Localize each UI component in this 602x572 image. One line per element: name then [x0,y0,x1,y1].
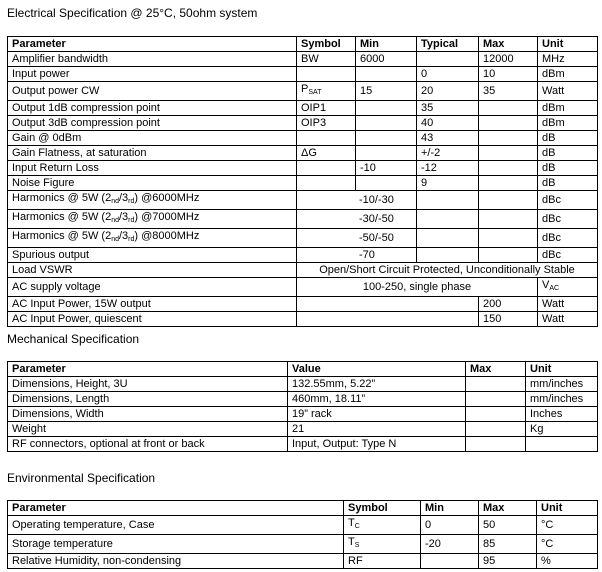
param-cell: Output 1dB compression point [8,101,297,116]
empty-cell [297,312,479,327]
min-cell: 0 [421,516,479,535]
param-cell: Storage temperature [8,535,344,554]
table-row [8,297,598,312]
environmental-heading: Environmental Specification [7,471,156,485]
max-cell [466,407,526,422]
symbol-cell: OIP3 [297,116,356,131]
harmonics-subscript: nd [111,236,119,243]
harmonics-subscript: rd [128,198,135,205]
value-cell: 460mm, 18.11” [288,392,466,407]
param-cell: Gain Flatness, at saturation [8,146,297,161]
unit-cell [538,278,598,297]
harmonics-text: ) @6000MHz [134,192,200,204]
table-row [8,176,598,191]
param-cell: AC supply voltage [8,278,297,297]
table-row [8,437,598,452]
harmonics-text: /3 [118,230,129,242]
typical-cell [417,52,479,67]
unit-cell: mm/inches [526,392,598,407]
harmonics-subscript: rd [128,217,135,224]
min-cell [356,131,417,146]
header-cell: Symbol [344,501,421,516]
value-cell: Open/Short Circuit Protected, Unconditionally Stable [297,263,598,278]
symbol-cell [297,67,356,82]
table-row [8,422,598,437]
header-cell: Max [479,37,538,52]
typical-cell: 20 [417,82,479,101]
max-cell: 35 [479,82,538,101]
table-row [8,392,598,407]
param-cell: Operating temperature, Case [8,516,344,535]
typical-cell [417,248,479,263]
unit-cell: % [537,554,598,569]
max-cell [466,392,526,407]
symbol-cell [297,131,356,146]
typical-cell: 9 [417,176,479,191]
header-cell: Min [421,501,479,516]
typical-cell: -12 [417,161,479,176]
value-cell: 21 [288,422,466,437]
value-cell: -70 [297,248,417,263]
table-row [8,407,598,422]
max-cell: 95 [479,554,537,569]
value-cell: 100-250, single phase [297,278,538,297]
min-cell [356,146,417,161]
typical-cell: 35 [417,101,479,116]
min-cell [356,67,417,82]
max-cell [479,101,538,116]
unit-cell: MHz [538,52,598,67]
electrical-heading: Electrical Specification @ 25°C, 50ohm system [7,6,258,20]
harmonics-text: /3 [118,211,129,223]
symbol-cell [344,535,421,554]
environmental-table [7,500,598,569]
unit-cell: mm/inches [526,377,598,392]
min-cell [356,176,417,191]
max-cell [466,422,526,437]
unit-cell: °C [537,516,598,535]
unit-cell: °C [537,535,598,554]
table-row [8,161,598,176]
param-cell: Dimensions, Width [8,407,288,422]
table-row [8,535,598,554]
harmonics-text: /3 [118,192,129,204]
symbol-cell [297,176,356,191]
param-cell: RF connectors, optional at front or back [8,437,288,452]
max-cell [479,146,538,161]
min-cell: 15 [356,82,417,101]
harmonics-subscript: nd [111,198,119,205]
param-cell: Load VSWR [8,263,297,278]
value-cell: -50/-50 [297,229,417,248]
header-cell: Typical [417,37,479,52]
max-cell [479,210,538,229]
symbol-cell [297,82,356,101]
param-cell: AC Input Power, quiescent [8,312,297,327]
param-cell: Gain @ 0dBm [8,131,297,146]
param-cell: AC Input Power, 15W output [8,297,297,312]
table-row [8,131,598,146]
param-cell: Noise Figure [8,176,297,191]
typical-cell [417,191,479,210]
unit-cell: dBc [538,191,598,210]
table-row [8,116,598,131]
table-row [8,377,598,392]
harmonics-text: ) @8000MHz [134,230,200,242]
max-cell [479,161,538,176]
unit-cell [526,437,598,452]
param-cell: Dimensions, Height, 3U [8,377,288,392]
harmonics-subscript: rd [128,236,135,243]
param-cell: Input power [8,67,297,82]
symbol-cell: ΔG [297,146,356,161]
typical-cell: 43 [417,131,479,146]
param-cell: Output power CW [8,82,297,101]
min-cell [421,554,479,569]
table-row [8,229,598,248]
table-row [8,516,598,535]
unit-cell: dBc [538,248,598,263]
header-cell: Value [288,362,466,377]
unit-cell: dBm [538,101,598,116]
header-cell: Unit [538,37,598,52]
table-header-row [8,501,598,516]
harmonics-text: Harmonics @ 5W (2 [12,211,112,223]
param-cell [8,191,297,210]
unit-cell: dBc [538,229,598,248]
table-row [8,263,598,278]
table-row [8,248,598,263]
unit-cell: Watt [538,297,598,312]
max-cell [466,377,526,392]
unit-cell: Watt [538,82,598,101]
unit-cell: dB [538,131,598,146]
symbol-cell: BW [297,52,356,67]
table-row [8,82,598,101]
harmonics-text: ) @7000MHz [134,211,200,223]
table-row [8,52,598,67]
unit-subscript: AC [549,285,560,292]
param-cell: Dimensions, Length [8,392,288,407]
table-row [8,278,598,297]
typical-cell [417,229,479,248]
symbol-main: T [348,536,355,548]
typical-cell: 0 [417,67,479,82]
symbol-subscript: SAT [308,89,322,96]
header-cell: Parameter [8,362,288,377]
min-cell [356,101,417,116]
symbol-subscript: S [354,542,360,549]
table-row [8,191,598,210]
header-cell: Parameter [8,37,297,52]
max-cell: 200 [479,297,538,312]
value-cell: -10/-30 [297,191,417,210]
max-cell: 50 [479,516,537,535]
table-row [8,67,598,82]
unit-cell: dB [538,176,598,191]
param-cell: Relative Humidity, non-condensing [8,554,344,569]
typical-cell: +/-2 [417,146,479,161]
unit-cell: dB [538,161,598,176]
symbol-cell [297,161,356,176]
symbol-main: P [301,83,309,95]
value-cell: Input, Output: Type N [288,437,466,452]
symbol-subscript: C [354,523,360,530]
min-cell [356,116,417,131]
table-header-row [8,362,598,377]
max-cell [466,437,526,452]
min-cell: -20 [421,535,479,554]
max-cell [479,229,538,248]
unit-cell: dBm [538,67,598,82]
symbol-main: T [348,517,355,529]
table-row [8,554,598,569]
symbol-cell [344,516,421,535]
param-cell: Spurious output [8,248,297,263]
unit-cell: Kg [526,422,598,437]
harmonics-subscript: nd [111,217,119,224]
min-cell: -10 [356,161,417,176]
unit-cell: Watt [538,312,598,327]
unit-cell: Inches [526,407,598,422]
unit-cell: dBm [538,116,598,131]
max-cell [479,131,538,146]
symbol-cell: OIP1 [297,101,356,116]
param-cell [8,210,297,229]
max-cell [479,176,538,191]
table-row [8,210,598,229]
value-cell: 19” rack [288,407,466,422]
harmonics-text: Harmonics @ 5W (2 [12,192,112,204]
param-cell: Input Return Loss [8,161,297,176]
header-cell: Max [479,501,537,516]
max-cell: 12000 [479,52,538,67]
max-cell: 85 [479,535,537,554]
header-cell: Unit [537,501,598,516]
typical-cell: 40 [417,116,479,131]
table-row [8,101,598,116]
header-cell: Max [466,362,526,377]
max-cell [479,191,538,210]
unit-cell: dB [538,146,598,161]
header-cell: Parameter [8,501,344,516]
header-cell: Symbol [297,37,356,52]
header-cell: Unit [526,362,598,377]
table-row [8,312,598,327]
typical-cell [417,210,479,229]
empty-cell [297,297,479,312]
unit-cell: dBc [538,210,598,229]
header-cell: Min [356,37,417,52]
symbol-cell: RF [344,554,421,569]
param-cell: Weight [8,422,288,437]
mechanical-table [7,361,598,452]
harmonics-text: Harmonics @ 5W (2 [12,230,112,242]
table-header-row [8,37,598,52]
max-cell [479,116,538,131]
max-cell: 10 [479,67,538,82]
electrical-table [7,36,598,327]
param-cell: Output 3dB compression point [8,116,297,131]
value-cell: 132.55mm, 5.22” [288,377,466,392]
param-cell [8,229,297,248]
param-cell: Amplifier bandwidth [8,52,297,67]
max-cell: 150 [479,312,538,327]
mechanical-heading: Mechanical Specification [7,332,140,346]
table-row [8,146,598,161]
min-cell: 6000 [356,52,417,67]
max-cell [479,248,538,263]
value-cell: -30/-50 [297,210,417,229]
unit-main: V [542,279,550,291]
